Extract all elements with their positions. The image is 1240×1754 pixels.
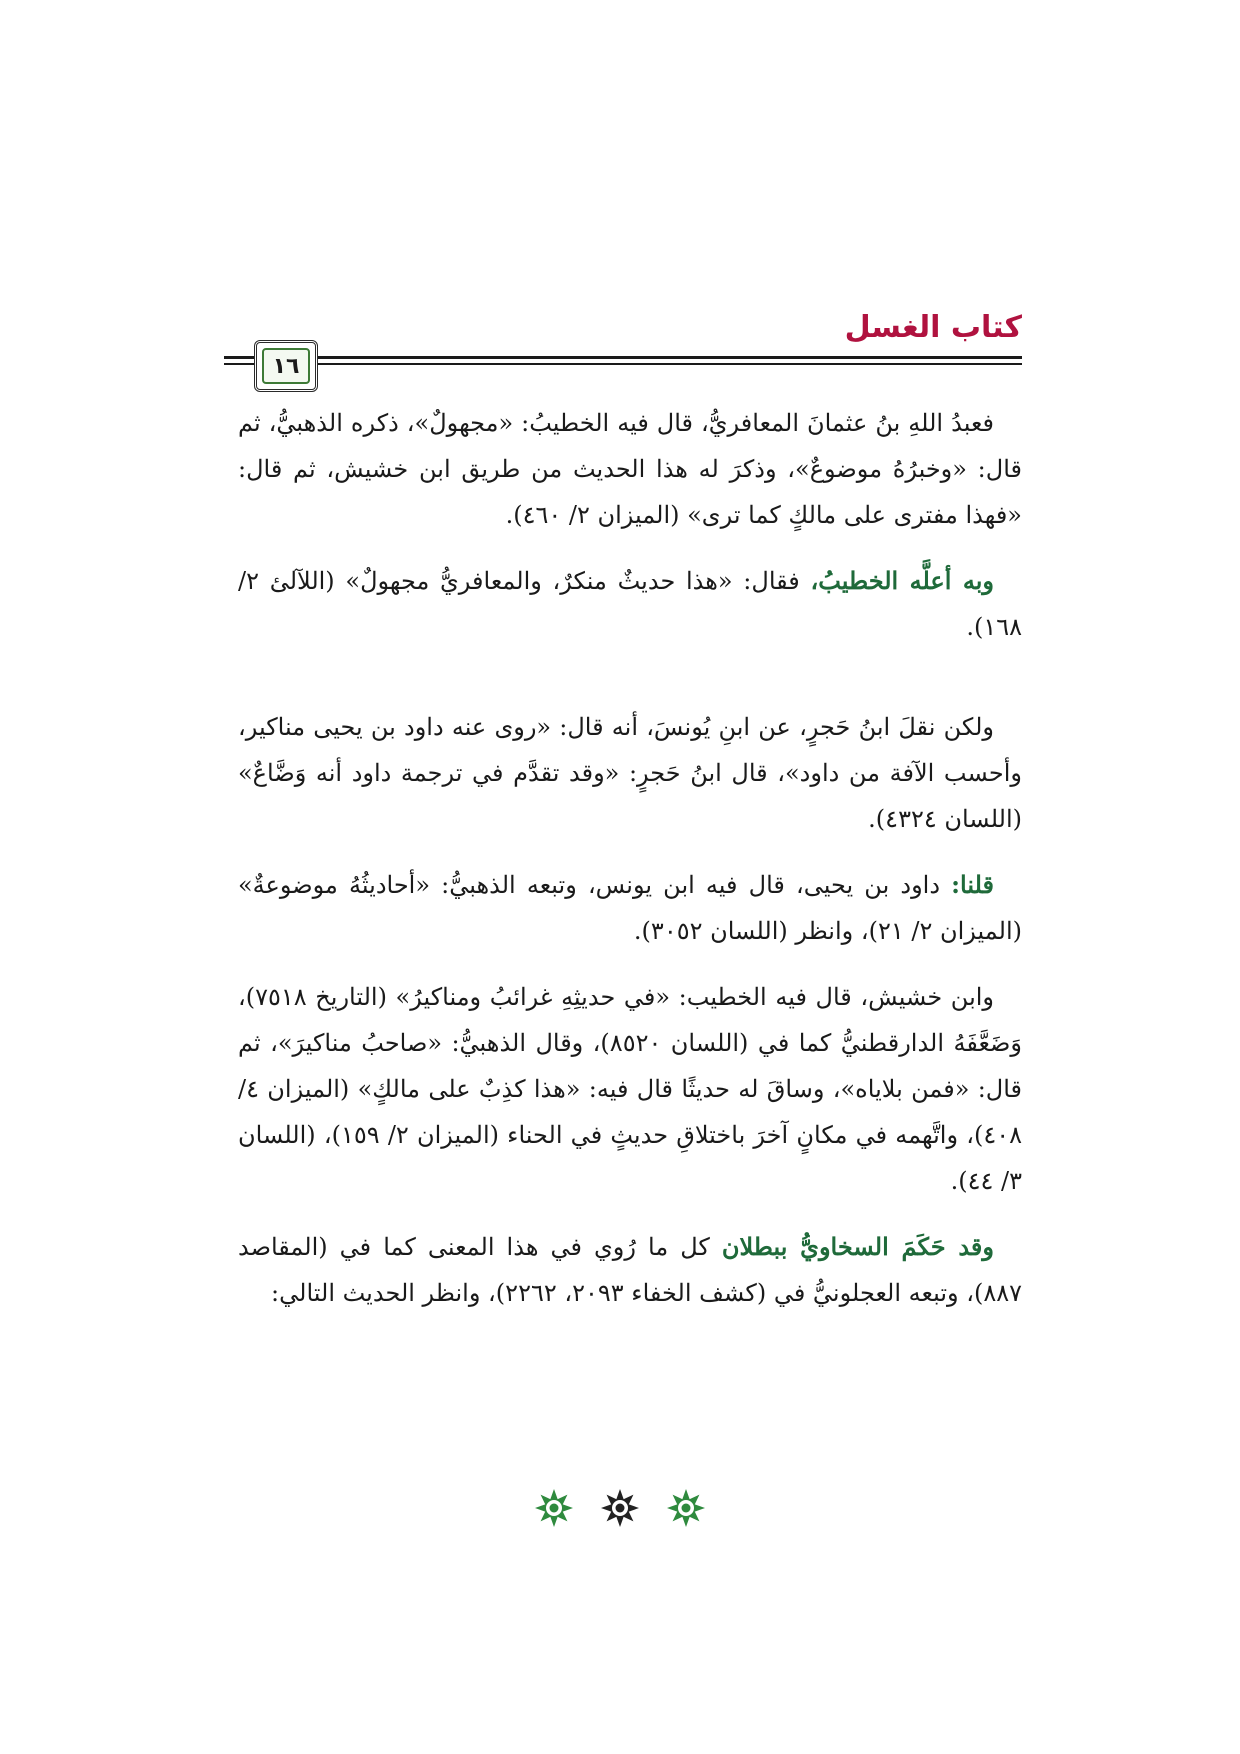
paragraph-text: ولكن نقلَ ابنُ حَجرٍ، عن ابنِ يُونسَ، أنه قال: «روى عنه داود بن يحيى مناكير، وأحسب الآفة من داود»، قال ابنُ حَجرٍ: «وقد تقدَّم في ترجمة داود أنه وَضَّاعٌ» (اللسان ٤٣٢٤). (238, 713, 1022, 833)
chapter-title: كتاب الغسل (844, 310, 1022, 345)
paragraph-lead: قلنا: (951, 870, 994, 899)
page-number: ١٦ (272, 353, 300, 379)
paragraph-text: داود بن يحيى، قال فيه ابن يونس، وتبعه الذهبيُّ: «أحاديثُهُ موضوعةٌ» (الميزان ٢/ ٢١)، وانظر (اللسان ٣٠٥٢). (238, 871, 1022, 945)
paragraph (238, 558, 1022, 650)
paragraph-lead: وقد حَكَمَ السخاويُّ ببطلان (721, 1232, 994, 1261)
paragraph (238, 704, 1022, 842)
floral-star-icon (534, 1488, 574, 1528)
page-header (224, 300, 1022, 396)
paragraph-text: فقال: «هذا حديثٌ منكرٌ، والمعافريُّ مجهولٌ» (اللآلئ ٢/ ١٦٨). (238, 567, 1022, 641)
paragraph-text: وابن خشيش، قال فيه الخطيب: «في حديثِهِ غرائبُ ومناكيرُ» (التاريخ ٧٥١٨)، وَضَعَّفَهُ الدارقطنيُّ كما في (اللسان ٨٥٢٠)، وقال الذهبيُّ: «صاحبُ مناكيرَ»، ثم قال: «فمن بلاياه»، وساقَ له حديثًا قال فيه: «هذا كذِبٌ على مالكٍ» (الميزان ٤/ ٤٠٨)، واتَّهمه في مكانٍ آخرَ باختلاقِ حديثٍ في الحناء (الميزان ٢/ ١٥٩)، (اللسان ٣/ ٤٤). (238, 983, 1023, 1195)
paragraph (238, 400, 1022, 538)
paragraph (238, 974, 1022, 1204)
paragraph-text: كل ما رُوي في هذا المعنى كما في (المقاصد ٨٨٧)، وتبعه العجلونيُّ في (كشف الخفاء ٢٠٩٣، ٢٢٦٢)، وانظر الحديث التالي: (238, 1233, 1022, 1307)
main-text (238, 400, 1022, 1336)
header-rule (318, 363, 1022, 365)
section-end-ornament (0, 1488, 1240, 1528)
paragraph-text: فعبدُ اللهِ بنُ عثمانَ المعافريُّ، قال فيه الخطيبُ: «مجهولٌ»، ذكره الذهبيُّ، ثم قال: «وخبرُهُ موضوعٌ»، وذكرَ له هذا الحديث من طريق ابن خشيش، ثم قال: «فهذا مفترى على مالكٍ كما ترى» (الميزان ٢/ ٤٦٠). (238, 409, 1022, 529)
floral-star-icon (600, 1488, 640, 1528)
header-rule (318, 356, 1022, 359)
paragraph-lead: وبه أعلَّه الخطيبُ، (810, 566, 994, 595)
page-number-inner (262, 348, 310, 384)
paragraph (238, 1224, 1022, 1316)
floral-star-icon (666, 1488, 706, 1528)
paragraph (238, 862, 1022, 954)
header-rule (224, 356, 254, 359)
header-rule (224, 363, 254, 365)
page-number-frame (254, 340, 318, 392)
